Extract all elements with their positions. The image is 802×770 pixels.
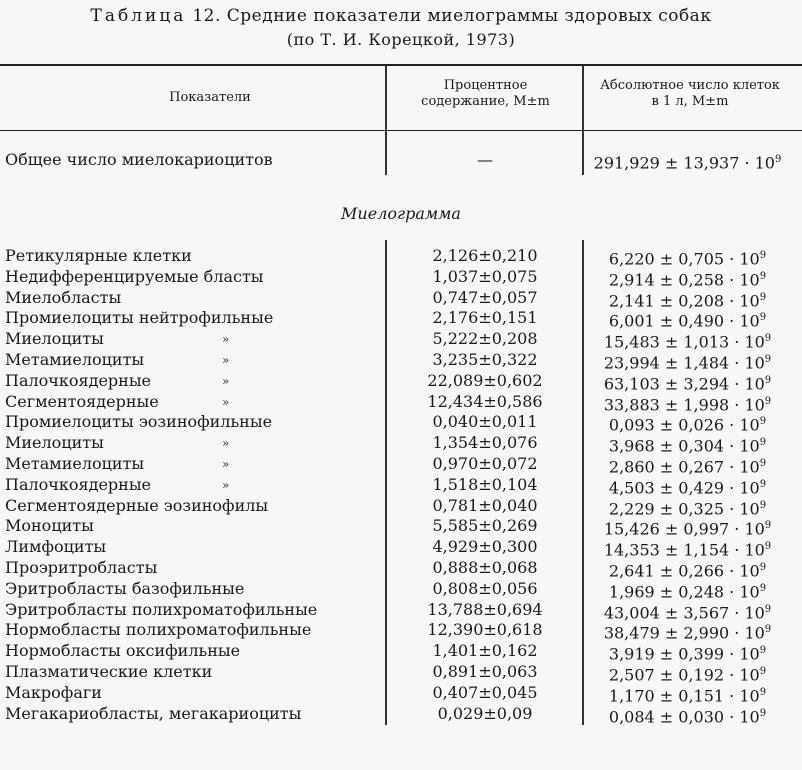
ditto-mark: »	[222, 477, 230, 492]
row-absolute-value: 14,353 ± 1,154 · 10	[603, 540, 765, 560]
row-absolute-value: 23,994 ± 1,484 · 10	[603, 353, 765, 373]
ditto-mark: »	[222, 457, 230, 471]
row-label: Проэритробласты	[5, 558, 158, 577]
row-absolute-value: 38,479 ± 2,990 · 10	[603, 623, 765, 643]
row-percent: 0,407±0,045	[432, 682, 538, 702]
row-label: Промиелоциты нейтрофильные	[5, 308, 274, 328]
row-absolute-exp: 9	[759, 562, 767, 573]
row-percent: 0,029±0,09	[437, 703, 533, 723]
row-absolute-exp: 9	[759, 312, 767, 324]
total-divider-1	[385, 131, 387, 175]
row-absolute-value: 15,426 ± 0,997 · 10	[603, 519, 765, 539]
row-absolute-exp: 9	[764, 520, 772, 532]
row-percent: 0,040±0,011	[432, 412, 538, 432]
row-label: Сегментоядерные эозинофилы	[5, 495, 269, 515]
row-label: Палочкоядерные	[5, 370, 152, 390]
row-label: Метамиелоциты	[5, 350, 145, 369]
row-absolute-exp: 9	[764, 624, 772, 636]
row-absolute-exp: 9	[759, 582, 767, 594]
row-percent: 1,401±0,162	[432, 641, 538, 661]
total-row-pct: —	[477, 150, 493, 169]
row-label: Плазматические клетки	[5, 662, 213, 681]
row-percent: 5,585±0,269	[432, 516, 538, 536]
row-absolute-exp: 9	[764, 333, 772, 345]
table-source: (по Т. И. Корецкой, 1973)	[286, 30, 516, 49]
row-percent: 5,222±0,208	[432, 329, 538, 349]
header-divider-2	[582, 66, 584, 130]
total-divider-2	[582, 131, 584, 175]
ditto-mark: »	[222, 373, 230, 388]
row-label: Промиелоциты эозинофильные	[5, 412, 273, 432]
row-absolute-exp: 9	[759, 499, 767, 511]
row-percent: 3,235±0,322	[432, 350, 538, 369]
row-absolute-value: 15,483 ± 1,013 · 10	[603, 332, 765, 352]
row-percent: 13,788±0,694	[427, 599, 543, 619]
row-label: Миелоциты	[5, 329, 104, 349]
row-percent: 1,354±0,076	[432, 433, 538, 453]
row-label: Метамиелоциты	[5, 454, 145, 473]
row-label: Миелобласты	[5, 287, 122, 307]
row-percent: 22,089±0,602	[427, 370, 543, 390]
row-percent: 0,781±0,040	[432, 495, 538, 515]
row-absolute-value: 2,229 ± 0,325 · 10	[608, 498, 760, 518]
row-absolute-value: 0,093 ± 0,026 · 10	[608, 415, 760, 435]
row-percent: 1,037±0,075	[432, 266, 538, 286]
row-absolute-exp: 9	[759, 437, 767, 449]
row-label: Миелоциты	[5, 433, 104, 453]
total-row-label: Общее число миелокариоцитов	[5, 150, 273, 169]
row-absolute-value: 43,004 ± 3,567 · 10	[603, 602, 765, 622]
row-label: Недифференцируемые бласты	[5, 266, 264, 286]
ditto-mark: »	[222, 394, 230, 409]
row-label: Ретикулярные клетки	[5, 246, 192, 265]
row-percent: 0,747±0,057	[432, 287, 538, 307]
row-label: Макрофаги	[5, 682, 102, 702]
row-absolute-exp: 9	[759, 250, 767, 261]
header-divider-1	[385, 66, 387, 130]
header-col-absolute: Абсолютное число клеток в 1 л, М±m	[600, 78, 780, 109]
header-bottom-rule	[0, 130, 802, 131]
row-absolute-value: 2,141 ± 0,208 · 10	[608, 290, 760, 310]
row-percent: 0,891±0,063	[432, 662, 538, 681]
row-absolute-value: 2,641 ± 0,266 · 10	[608, 561, 760, 581]
row-absolute-value: 63,103 ± 3,294 · 10	[603, 374, 765, 394]
row-absolute-value: 2,914 ± 0,258 · 10	[608, 270, 760, 290]
row-percent: 1,518±0,104	[432, 474, 538, 494]
row-absolute-value: 0,084 ± 0,030 · 10	[608, 706, 760, 726]
ditto-mark: »	[222, 436, 230, 451]
row-label: Нормобласты оксифильные	[5, 641, 241, 661]
total-row-abs	[580, 150, 795, 173]
table-title	[0, 6, 802, 26]
row-absolute-value: 3,968 ± 0,304 · 10	[608, 436, 760, 456]
row-absolute-exp: 9	[764, 395, 772, 407]
row-absolute-exp: 9	[759, 666, 767, 677]
row-absolute-exp: 9	[764, 354, 772, 365]
row-label: Сегментоядерные	[5, 391, 159, 411]
row-absolute-exp: 9	[759, 478, 767, 490]
row-absolute-value: 2,507 ± 0,192 · 10	[608, 665, 760, 685]
row-percent: 4,929±0,300	[432, 537, 538, 557]
row-absolute-exp: 9	[759, 270, 767, 282]
header-col-indicators: Показатели	[169, 90, 251, 105]
row-percent: 0,888±0,068	[432, 558, 538, 577]
row-absolute-value: 33,883 ± 1,998 · 10	[603, 394, 765, 414]
header-col-percent: Процентное содержание, М±m	[421, 78, 550, 109]
table-title-prefix: Таблица	[90, 6, 187, 26]
row-absolute-value: 6,220 ± 0,705 · 10	[608, 249, 760, 269]
row-label: Моноциты	[5, 516, 94, 536]
row-percent: 2,126±0,210	[432, 246, 538, 265]
row-label: Палочкоядерные	[5, 474, 152, 494]
total-row-abs-value: 291,929 ± 13,937 · 10	[593, 153, 775, 173]
row-absolute-exp: 9	[759, 707, 767, 719]
body-divider-1	[385, 240, 387, 725]
row-absolute-exp: 9	[764, 603, 772, 615]
row-absolute-value: 1,170 ± 0,151 · 10	[608, 686, 760, 706]
row-absolute-exp: 9	[764, 374, 772, 386]
row-percent: 0,970±0,072	[432, 454, 538, 473]
row-label: Эритробласты базофильные	[5, 578, 245, 598]
row-percent: 12,434±0,586	[427, 391, 543, 411]
row-label: Лимфоциты	[5, 537, 107, 557]
ditto-mark: »	[222, 332, 230, 347]
row-absolute-exp: 9	[759, 458, 767, 469]
row-percent: 2,176±0,151	[432, 308, 538, 328]
table-title-text: 12. Средние показатели миелограммы здоровых собак	[192, 6, 712, 26]
section-title: Миелограмма	[341, 204, 461, 223]
row-absolute	[580, 704, 795, 727]
total-row-abs-exp: 9	[774, 154, 782, 165]
row-absolute-exp: 9	[759, 291, 767, 303]
row-absolute-value: 1,969 ± 0,248 · 10	[608, 582, 760, 602]
row-percent: 0,808±0,056	[432, 578, 538, 598]
row-absolute-exp: 9	[759, 416, 767, 428]
ditto-mark: »	[222, 353, 230, 367]
header-top-rule	[0, 64, 802, 66]
row-absolute-value: 2,860 ± 0,267 · 10	[608, 457, 760, 477]
row-percent: 12,390±0,618	[427, 620, 543, 640]
row-absolute-value: 3,919 ± 0,399 · 10	[608, 644, 760, 664]
row-absolute-value: 6,001 ± 0,490 · 10	[608, 311, 760, 331]
row-label: Мегакариобласты, мегакариоциты	[5, 703, 302, 723]
row-absolute-exp: 9	[764, 541, 772, 553]
row-absolute-exp: 9	[759, 645, 767, 657]
row-label: Эритробласты полихроматофильные	[5, 599, 318, 619]
row-absolute-value: 4,503 ± 0,429 · 10	[608, 478, 760, 498]
row-absolute-exp: 9	[759, 686, 767, 698]
row-label: Нормобласты полихроматофильные	[5, 620, 312, 640]
